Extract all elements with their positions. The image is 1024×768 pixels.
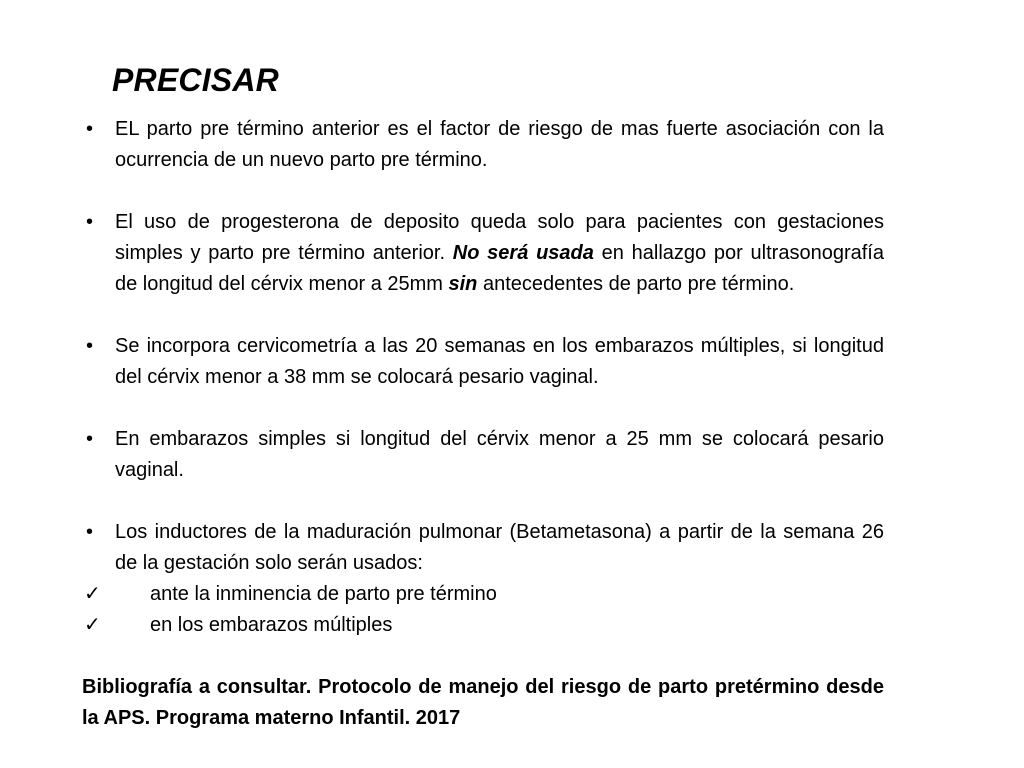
bullet-text: El uso de progesterona de deposito queda solo para pacientes con gestaciones simples y parto pre término anterior. [115,211,884,264]
checkmark-icon: ✓ [84,614,101,636]
bullet-dot: • [86,211,94,233]
slide-title: PRECISAR [112,62,279,98]
bullet-item [82,114,884,176]
check-text: ante la inminencia de parto pre término [150,583,497,605]
bullet-text: Se incorpora cervicometría a las 20 semanas en los embarazos múltiples, si longitud del cérvix menor a 38 mm se colocará pesario vaginal. [115,335,884,388]
bullet-item [82,207,884,300]
check-text: en los embarazos múltiples [150,614,393,636]
check-item [82,610,884,641]
check-item [82,579,884,610]
emphasis-text: sin [448,273,478,295]
bibliography: Bibliografía a consultar. Protocolo de manejo del riesgo de parto pretérmino desde la APS. Programa materno Infantil. 2017 [82,676,884,729]
bullet-dot: • [86,428,94,450]
checkmark-icon: ✓ [84,583,101,605]
bullet-dot: • [86,118,94,140]
bullet-item [82,517,884,579]
slide-content [82,114,884,734]
bullet-item [82,424,884,486]
bullet-text: Los inductores de la maduración pulmonar (Betametasona) a partir de la semana 26 de la gestación solo serán usados: [115,521,884,574]
bullet-item [82,331,884,393]
bullet-text: antecedentes de parto pre término. [477,273,795,295]
bullet-dot: • [86,335,94,357]
bullet-text: En embarazos simples si longitud del cérvix menor a 25 mm se colocará pesario vaginal. [115,428,884,481]
bullet-text: EL parto pre término anterior es el factor de riesgo de mas fuerte asociación con la ocurrencia de un nuevo parto pre término. [115,118,884,171]
bullet-text: en hallazgo por ultrasonografía de longitud del cérvix menor a 25mm [115,242,884,295]
emphasis-text: No será usada [452,242,594,264]
bullet-dot: • [86,521,94,543]
